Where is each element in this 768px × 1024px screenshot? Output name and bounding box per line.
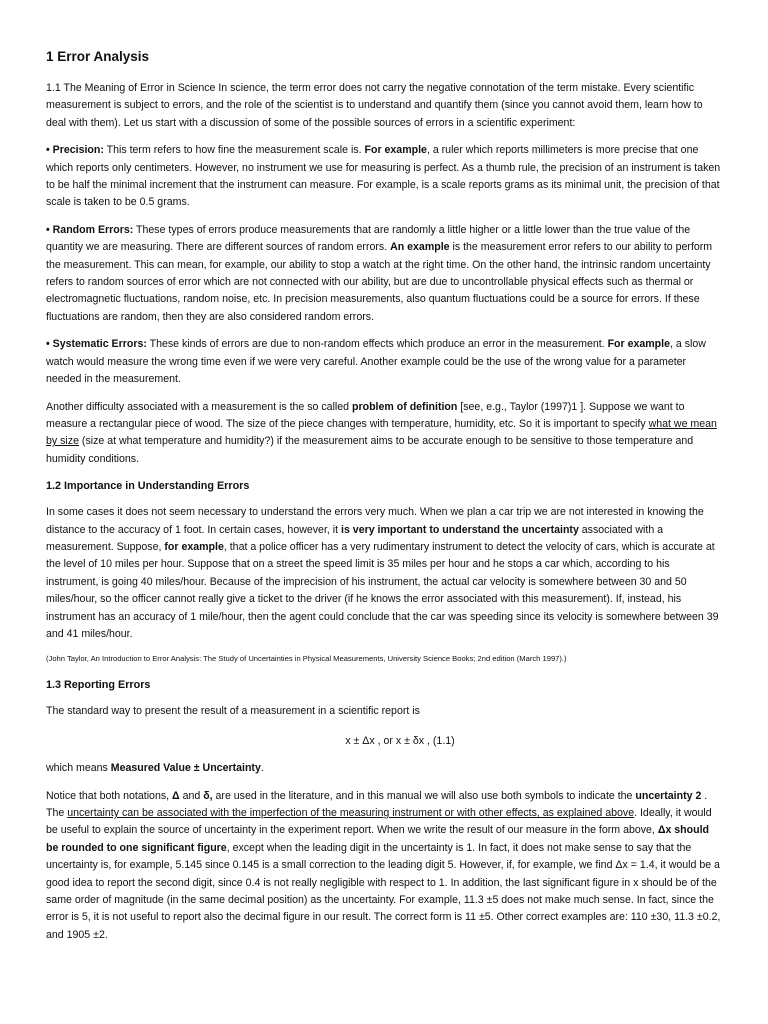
- example-emphasis: An example: [390, 241, 450, 254]
- text-run: and: [179, 789, 204, 802]
- small-delta-symbol: δ,: [203, 789, 213, 802]
- text-run: are used in the literature, and in this manual we will also use both symbols to indicate the: [212, 789, 636, 802]
- text-run: Notice that both notations,: [46, 789, 173, 802]
- document-title: 1 Error Analysis: [46, 49, 150, 64]
- footnote-reference: (John Taylor, An Introduction to Error Analysis: The Study of Uncertainties in Physical Measurements, University Science Books; 2nd edition (March 1997).): [46, 654, 567, 664]
- equation-1-1: x ± Δx , or x ± δx , (1.1): [345, 734, 455, 747]
- definition-emphasis: problem of definition: [352, 400, 458, 413]
- text-run: , except when the leading digit in the uncertainty is 1. In fact, it does not make sense to say that the uncertainty is, for example, 5.145 since 0.145 is a small correction to the leading digit 5. However, if, for example, we find Δx = 1.4, it would be a good idea to report the second digit, since 0.4 is not really negligible with respect to 1. In addition, the last significant figure in x should be of the same order of magnitude (in the same decimal position) as the uncertainty. For example, 11.3 ±5 does not make much sense. In fact, since the error is 5, it is not useful to report also the decimal figure in our result. The correct form is 11 ±5. Other correct examples are: 110 ±30, 11.3 ±0.2, and 1905 ±2.: [46, 841, 721, 941]
- uncertainty-emphasis: uncertainty 2: [635, 789, 702, 802]
- text-run: (size at what temperature and humidity?) if the measurement aims to be accurate enough to be sensitive to those temperature and humidity conditions.: [46, 435, 694, 465]
- text-run: which means: [46, 762, 111, 775]
- example-emphasis: for example: [164, 540, 224, 553]
- paragraph-importance: [46, 504, 724, 643]
- paragraph-measured-value: [46, 760, 724, 777]
- text-run: This term refers to how fine the measurement scale is.: [103, 144, 365, 157]
- measured-value-emphasis: Measured Value ± Uncertainty: [110, 762, 261, 775]
- text-run: associated with a measurement. Suppose,: [46, 523, 664, 553]
- text-run: , a slow watch would measure the wrong time even if we were very careful. Another example could be the use of the wrong value for a parameter needed in the measurement.: [46, 338, 706, 386]
- text-run: , a ruler which reports millimeters is more precise that one which reports only centimeters. However, no instrument we use for measuring is perfect. As a thumb rule, the precision of an instrument is taken to be half the minimal increment that the instrument can measure. For example, is a scale reports grams as its minimal unit, the precision of that scale is taken to be 0.5 grams.: [46, 144, 721, 209]
- paragraph-systematic-errors: [46, 336, 724, 388]
- text-run: These types of errors produce measurements that are randomly a little higher or a little lower than the true value of the quantity we are measuring. There are different sources of random errors.: [46, 223, 691, 254]
- example-emphasis: For example: [364, 144, 427, 157]
- section-heading-reporting: 1.3 Reporting Errors: [46, 679, 151, 692]
- text-run: [see, e.g., Taylor (1997)1 ]. Suppose we want to measure a rectangular piece of wood. The size of the piece changes with temperature, humidity, etc. So it is important to specify: [46, 400, 685, 430]
- emphasis-uncertainty: is very important to understand the uncertainty: [341, 523, 579, 536]
- text-run: .: [260, 762, 264, 775]
- text-run: These kinds of errors are due to non-random effects which produce an error in the measurement.: [146, 338, 608, 351]
- rounding-rule-emphasis: Δx should be rounded to one significant figure: [46, 824, 709, 854]
- random-errors-label: • Random Errors:: [46, 223, 134, 236]
- precision-label: • Precision:: [46, 144, 104, 157]
- underlined-phrase: uncertainty can be associated with the imperfection of the measuring instrument or with other effects, as explained above: [67, 807, 635, 819]
- section-heading-importance: 1.2 Importance in Understanding Errors: [46, 480, 250, 493]
- paragraph-meaning-of-error: 1.1 The Meaning of Error in Science In science, the term error does not carry the negative connotation of the term mistake. Every scientific measurement is subject to errors, and the role of the scientist is to understand and quantify them (since you cannot avoid them, learn how to deal with them). Let us start with a discussion of some of the possible sources of errors in a scientific experiment:: [46, 82, 703, 129]
- text-run: . The: [46, 789, 708, 819]
- paragraph-notations: [46, 788, 724, 945]
- delta-symbol: Δ: [172, 789, 180, 802]
- underlined-phrase: what we mean by size: [46, 417, 717, 448]
- paragraph-random-errors: [46, 222, 724, 326]
- paragraph-problem-of-definition: [46, 399, 724, 469]
- example-emphasis: For example: [607, 338, 670, 351]
- paragraph-precision: [46, 142, 724, 212]
- text-run: . Ideally, it would be useful to explain the source of uncertainty in the experiment report. When we write the result of our measure in the form above,: [46, 807, 712, 837]
- text-run: In some cases it does not seem necessary to understand the errors very much. When we plan a car trip we are not interested in knowing the distance to the accuracy of 1 foot. In certain cases, however, it: [46, 506, 704, 536]
- paragraph-standard-way: The standard way to present the result of a measurement in a scientific report is: [46, 705, 420, 718]
- systematic-errors-label: • Systematic Errors:: [46, 338, 147, 351]
- text-run: , that a police officer has a very rudimentary instrument to detect the velocity of cars, which is accurate at the level of 10 miles per hour. Suppose that on a street the speed limit is 35 miles per hour and he stops a car which, according to his instrument, is going 40 miles/hour. Because of the imprecision of his instrument, the actual car velocity is somewhere between 30 and 50 miles/hour, so the officer cannot really give a ticket to the driver (if he knows the error associated with this measurement). If, instead, his instrument has an accuracy of 1 mile/hour, then the agent could conclude that the car was speeding since its velocity is somewhere between 39 and 41 miles/hour.: [46, 540, 719, 640]
- text-run: is the measurement error refers to our ability to perform the measurement. This can mean, for example, our ability to stop a watch at the right time. On the other hand, the intrinsic random uncertainty refers to random sources of error which are not connected with our ability, but are due to uncontrollable physical effects such as thermal or electromagnetic fluctuations, random noise, etc. In precision measurements, also quantum fluctuations could be a source for errors. If these fluctuations are random, then they are also considered random errors.: [46, 241, 713, 323]
- text-run: Another difficulty associated with a measurement is the so called: [46, 400, 353, 413]
